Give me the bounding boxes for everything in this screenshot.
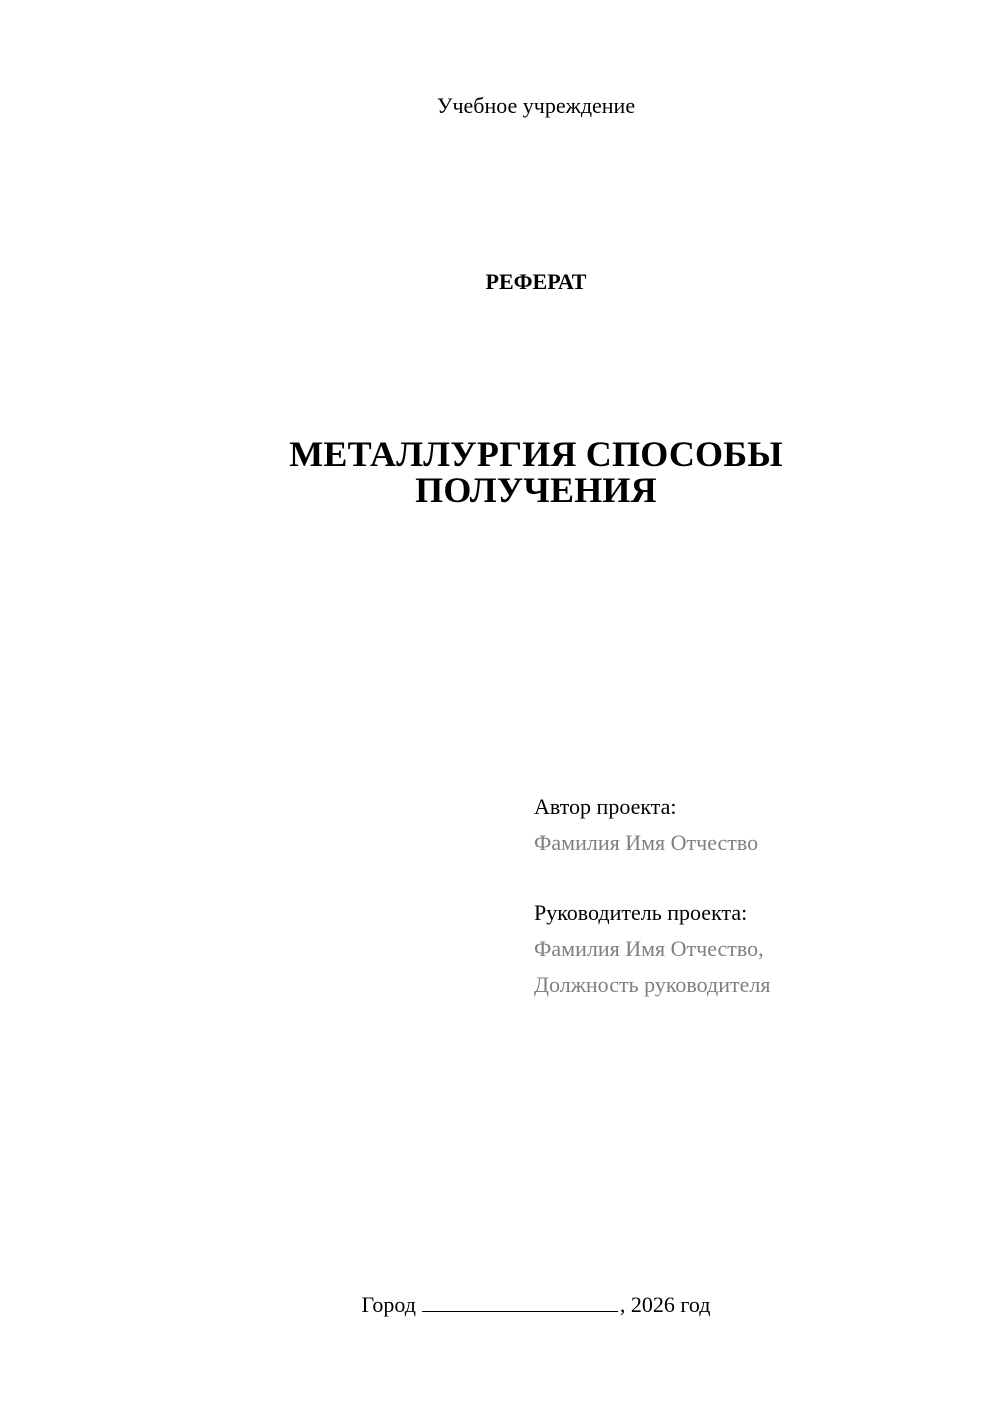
footer-city-year [0, 1290, 1000, 1320]
city-label: Город [361, 1292, 416, 1317]
supervisor-position: Должность руководителя [534, 972, 771, 997]
document-title [200, 436, 872, 508]
author-label: Автор проекта: [534, 794, 677, 819]
city-blank-line [422, 1291, 618, 1312]
year-text: , 2026 год [619, 1292, 711, 1317]
title-line-1: МЕТАЛЛУРГИЯ СПОСОБЫ [289, 434, 783, 474]
document-type: РЕФЕРАТ [485, 269, 587, 294]
title-line-2: ПОЛУЧЕНИЯ [415, 470, 657, 510]
supervisor-label: Руководитель проекта: [534, 900, 748, 925]
author-name: Фамилия Имя Отчество [534, 830, 759, 855]
credits-spacer [534, 861, 974, 895]
institution-name: Учебное учреждение [436, 93, 636, 118]
supervisor-name: Фамилия Имя Отчество, [534, 936, 764, 961]
credits-block [534, 789, 974, 1003]
